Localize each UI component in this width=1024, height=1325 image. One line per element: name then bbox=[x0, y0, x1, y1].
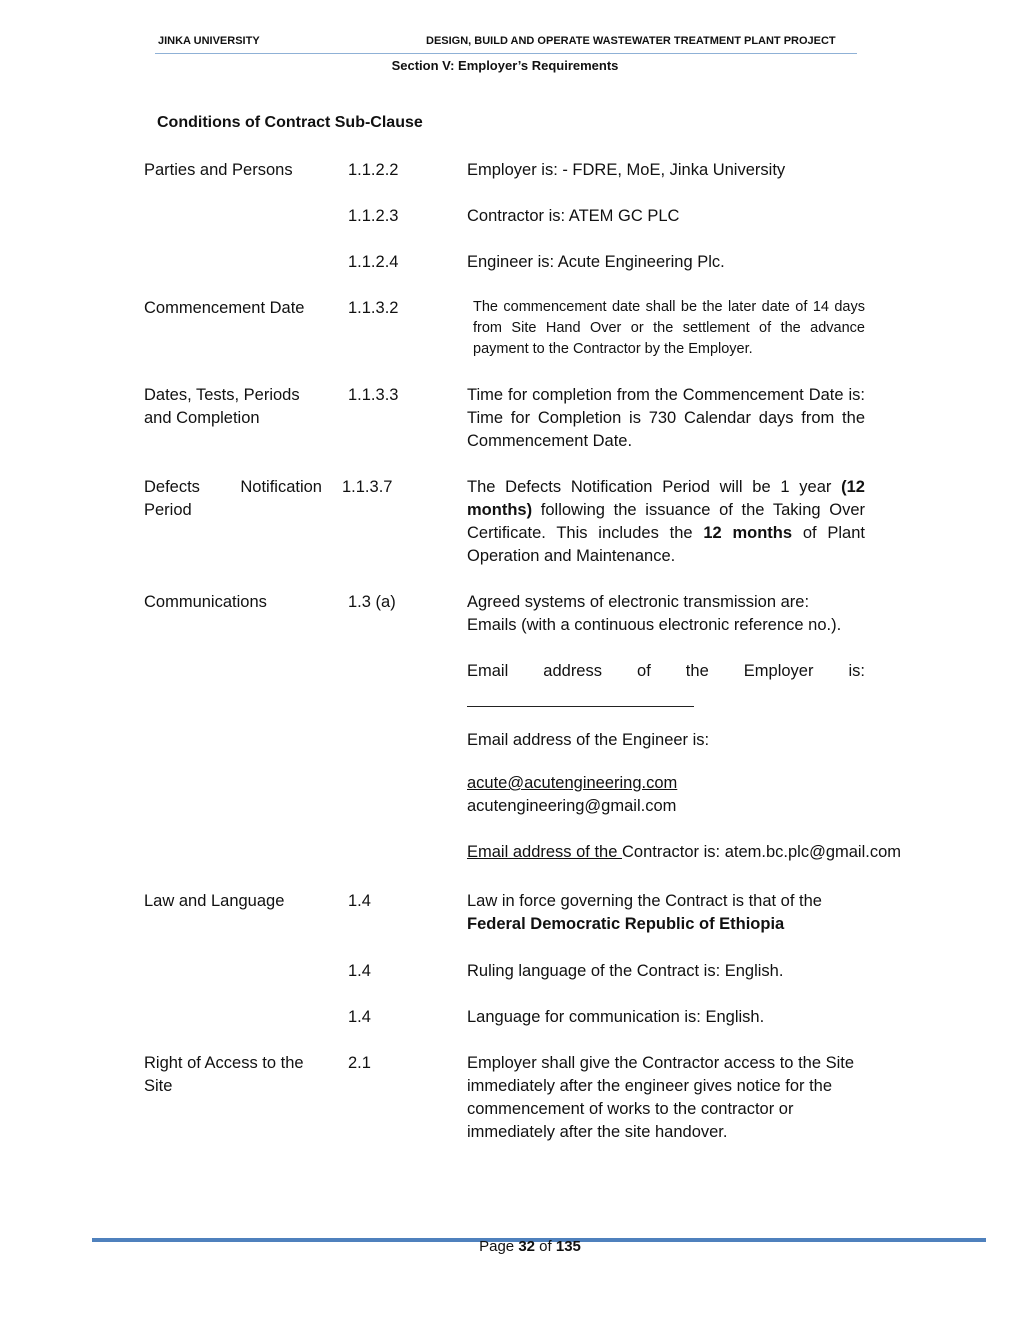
label-parties: Parties and Persons bbox=[144, 161, 293, 179]
section-title: Section V: Employer’s Requirements bbox=[391, 58, 619, 73]
page-number: Page 32 of 135 bbox=[479, 1238, 581, 1255]
clause-number: 1.4 bbox=[348, 1008, 371, 1026]
header-left: JINKA UNIVERSITY bbox=[158, 35, 260, 47]
clause-number: 1.1.2.2 bbox=[348, 161, 399, 179]
contractor-email: Email address of the Contractor is: atem.bc.plc@gmail.com bbox=[467, 843, 902, 861]
label-right-of-access: Right of Access to the Site bbox=[144, 1054, 304, 1095]
clause-text: Employer is: - FDRE, MoE, Jinka University bbox=[467, 161, 786, 179]
engineer-email-link[interactable]: acute@acutengineering.com bbox=[467, 774, 678, 792]
clause-number: 1.1.3.3 bbox=[348, 386, 399, 404]
clause-number: 1.1.2.3 bbox=[348, 207, 399, 225]
sub-clause-heading: Conditions of Contract Sub-Clause bbox=[157, 114, 423, 131]
comm-text-a: Agreed systems of electronic transmission are: bbox=[467, 593, 810, 611]
clause-number: 1.1.3.7 bbox=[342, 478, 393, 496]
clause-number: 1.1.3.2 bbox=[348, 299, 399, 317]
comm-text-b: Emails (with a continuous electronic reference no.). bbox=[467, 616, 842, 634]
clause-text: Time for completion from the Commencement Date is: Time for Completion is 730 Calendar days from the Commencement Date. bbox=[467, 386, 865, 450]
clause-text: Employer shall give the Contractor access to the Site immediately after the engineer gives notice for the commencement of works to the contractor or immediately after the site handover. bbox=[467, 1054, 855, 1141]
clause-text: Contractor is: ATEM GC PLC bbox=[467, 207, 680, 225]
label-law-language: Law and Language bbox=[144, 892, 285, 910]
label-defects: Defects Notification Period bbox=[144, 478, 322, 519]
employer-email-blank bbox=[467, 692, 865, 707]
clause-number: 1.4 bbox=[348, 962, 371, 980]
clause-text-law: Law in force governing the Contract is that of the Federal Democratic Republic of Ethiopia bbox=[467, 892, 822, 933]
label-commencement: Commencement Date bbox=[144, 299, 305, 317]
comm-text-c: Email address of the Employer is: bbox=[467, 662, 865, 680]
clause-number: 1.3 (a) bbox=[348, 593, 396, 611]
engineer-email-2: acutengineering@gmail.com bbox=[467, 797, 677, 815]
header-right: DESIGN, BUILD AND OPERATE WASTEWATER TREATMENT PLANT PROJECT bbox=[426, 35, 836, 47]
clause-number: 1.4 bbox=[348, 892, 371, 910]
clause-text: The commencement date shall be the later date of 14 days from Site Hand Over or the settlement of the advance payment to the Contractor by the Employer. bbox=[473, 299, 865, 357]
clause-number: 2.1 bbox=[348, 1054, 371, 1072]
clause-text: Ruling language of the Contract is: English. bbox=[467, 962, 784, 980]
header-divider bbox=[155, 53, 857, 54]
clause-text-defects: The Defects Notification Period will be 1 year (12 months) following the issuance of the Taking Over Certificate. This includes the 12 months of Plant Operation and Maintenance. bbox=[467, 478, 865, 565]
clause-text: Engineer is: Acute Engineering Plc. bbox=[467, 253, 725, 271]
label-dates: Dates, Tests, Periods and Completion bbox=[144, 386, 300, 427]
clause-number: 1.1.2.4 bbox=[348, 253, 399, 271]
clause-text: Language for communication is: English. bbox=[467, 1008, 765, 1026]
label-communications: Communications bbox=[144, 593, 267, 611]
comm-text-d: Email address of the Engineer is: bbox=[467, 731, 710, 749]
